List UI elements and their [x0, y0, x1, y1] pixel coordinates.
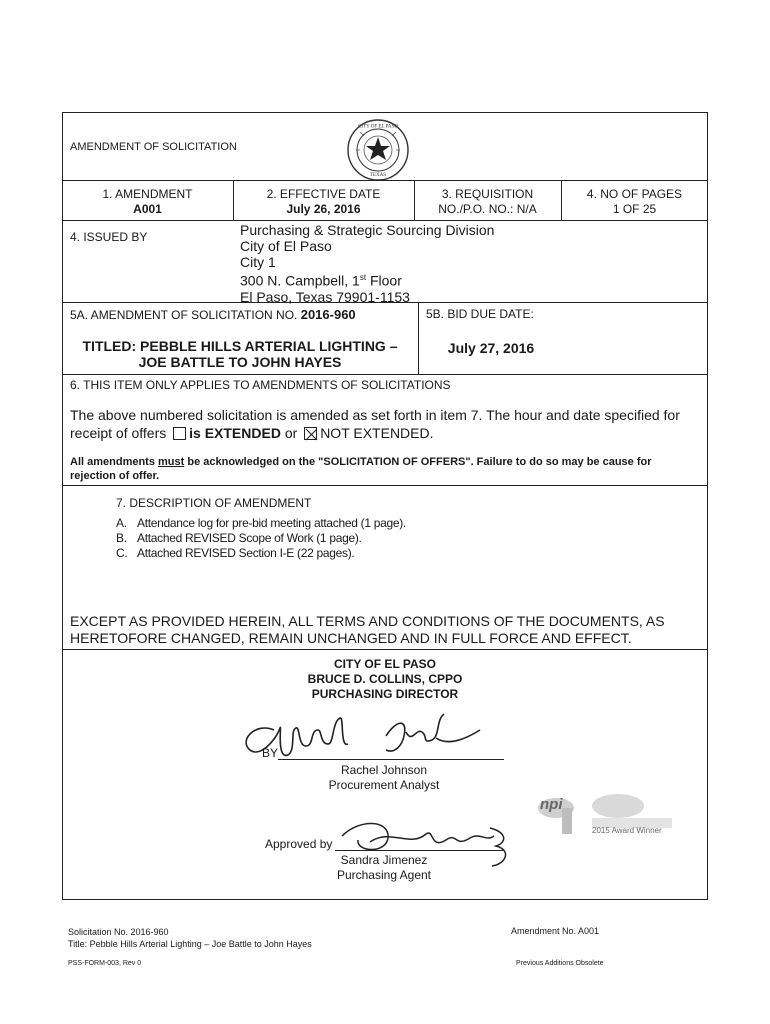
- requisition-value: NO./P.O. NO.: N/A: [438, 202, 537, 216]
- effective-date-label: 2. EFFECTIVE DATE: [266, 187, 381, 201]
- award-caption: 2015 Award Winner: [592, 826, 662, 835]
- footer-solicitation: Solicitation No. 2016-960: [68, 927, 169, 937]
- director-title: PURCHASING DIRECTOR: [311, 687, 459, 701]
- footer-obsolete: Previous Additions Obsolete: [516, 960, 604, 967]
- footer-left: [68, 926, 312, 950]
- list-item: C. Attached REVISED Section I-E (22 pages).: [116, 546, 355, 560]
- svg-text:CITY OF EL PASO: CITY OF EL PASO: [358, 124, 398, 130]
- list-item: A. Attendance log for pre-bid meeting attached (1 page).: [116, 516, 406, 530]
- pages-value: 1 OF 25: [612, 202, 657, 216]
- divider: [62, 302, 708, 303]
- acknowledgement-notice: All amendments must be acknowledged on the "SOLICITATION OF OFFERS". Failure to do so may be cause for rejection of offer.: [70, 456, 652, 482]
- director-name: BRUCE D. COLLINS, CPPO: [307, 672, 463, 686]
- analyst-title: Procurement Analyst: [328, 778, 440, 792]
- divider: [62, 220, 708, 221]
- divider: [62, 649, 708, 650]
- analyst-block: [310, 763, 458, 793]
- issuer-division: Purchasing & Strategic Sourcing Division: [240, 222, 495, 238]
- issuer-street: 300 N. Campbell, 1st Floor: [240, 272, 402, 289]
- award-logo: [532, 788, 678, 838]
- by-label: BY: [262, 746, 279, 760]
- solicitation-label: 5A. AMENDMENT OF SOLICITATION NO. 2016-960: [70, 307, 356, 322]
- approved-by-label: Approved by: [265, 837, 333, 851]
- divider: [62, 374, 708, 375]
- issuer-building: City 1: [240, 254, 276, 270]
- footer-title: Title: Pebble Hills Arterial Lighting – Joe Battle to John Hayes: [68, 939, 312, 949]
- bid-due-label: 5B. BID DUE DATE:: [426, 307, 534, 321]
- not-extended-label: NOT EXTENDED.: [320, 425, 434, 441]
- award-logo-text: npi: [540, 796, 563, 813]
- divider: [418, 302, 419, 374]
- not-extended-checkbox[interactable]: [304, 427, 317, 440]
- city-seal: [346, 118, 410, 187]
- amendment-items: [116, 516, 406, 561]
- signature-line: [335, 850, 503, 851]
- issuer-address: [240, 222, 494, 305]
- effective-date-value: July 26, 2016: [286, 202, 361, 216]
- issuer-city: City of El Paso: [240, 238, 332, 254]
- list-item: B. Attached REVISED Scope of Work (1 page).: [116, 531, 362, 545]
- extended-checkbox[interactable]: [173, 427, 186, 440]
- pages-label: 4. NO OF PAGES: [586, 187, 683, 201]
- signature-line: [278, 759, 504, 760]
- agent-block: [322, 853, 446, 883]
- footer-form-id: PSS-FORM-003, Rev 0: [68, 960, 142, 967]
- city-name: CITY OF EL PASO: [333, 657, 437, 671]
- terms-clause: EXCEPT AS PROVIDED HEREIN, ALL TERMS AND CONDITIONS OF THE DOCUMENTS, AS HERETOFORE CHANGED, REMAIN UNCHANGED AND IN FULL FORCE AND EFFECT.: [70, 613, 665, 646]
- requisition-label: 3. REQUISITION: [441, 187, 534, 201]
- bid-due-value: July 27, 2016: [447, 340, 535, 356]
- city-seal-icon: [346, 118, 410, 182]
- amendment-label: 1. AMENDMENT: [102, 187, 193, 201]
- extended-label: is EXTENDED: [189, 425, 281, 441]
- divider: [62, 180, 708, 181]
- issuer-city-zip: El Paso, Texas 79901-1153: [240, 288, 410, 305]
- checked-x-icon: [305, 428, 318, 441]
- director-block: [262, 657, 508, 702]
- analyst-name: Rachel Johnson: [340, 763, 428, 777]
- section6-text: The above numbered solicitation is amended as set forth in item 7. The hour and date specified for receipt of offers is EXTENDED or NOT EXTENDED.: [70, 407, 680, 441]
- solicitation-number: 2016-960: [300, 307, 356, 322]
- svg-text:TEXAS: TEXAS: [369, 173, 387, 178]
- form-title: AMENDMENT OF SOLICITATION: [70, 141, 237, 153]
- agent-title: Purchasing Agent: [336, 868, 432, 882]
- amendment-value: A001: [133, 202, 162, 216]
- divider: [62, 485, 708, 486]
- section7-label: 7. DESCRIPTION OF AMENDMENT: [116, 496, 312, 510]
- solicitation-title: TITLED: PEBBLE HILLS ARTERIAL LIGHTING – JOE BATTLE TO JOHN HAYES: [82, 338, 398, 370]
- section6-label: 6. THIS ITEM ONLY APPLIES TO AMENDMENTS OF SOLICITATIONS: [70, 378, 451, 392]
- agent-name: Sandra Jimenez: [340, 853, 428, 867]
- issued-by-label: 4. ISSUED BY: [70, 230, 148, 244]
- footer-amendment: Amendment No. A001: [511, 926, 600, 936]
